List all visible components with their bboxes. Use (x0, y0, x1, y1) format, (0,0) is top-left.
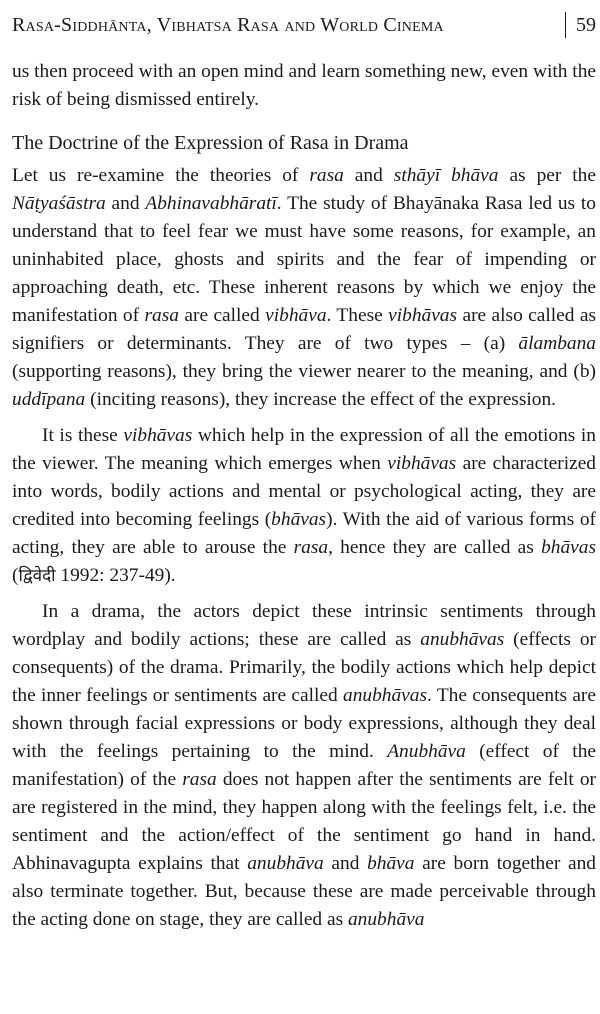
running-header (12, 8, 596, 42)
paragraph-1 (12, 162, 596, 414)
term-anubhavas: anubhāvas (420, 629, 505, 650)
p2-text: which help in the expression of all the emotions in the viewer. The meaning which emerges when (12, 425, 596, 474)
p1-text: Let us re-examine the theories of (12, 165, 310, 186)
citation-author-devanagari: द्विवेदी (18, 566, 56, 586)
p1-text: and (105, 193, 146, 214)
p2-text: , hence they are called as (328, 537, 542, 558)
term-rasa: rasa (309, 165, 344, 186)
continuation-paragraph: us then proceed with an open mind and learn something new, even with the risk of being dismissed entirely. (12, 61, 596, 110)
term-rasa: rasa (182, 769, 217, 790)
term-natyasastra: Nāṭyaśāstra (12, 193, 106, 214)
header-right (565, 12, 597, 38)
p1-text: . These (326, 305, 389, 326)
p1-text: (inciting reasons), they increase the effect of the expression. (85, 389, 557, 410)
term-rasa: rasa (293, 537, 329, 558)
p2-text: 1992: 237-49). (55, 565, 176, 586)
p3-text: (effect of the manifestation) of the (12, 741, 596, 790)
term-vibhavas: vibhāvas (123, 425, 193, 446)
book-page (12, 0, 596, 1014)
term-vibhava: vibhāva (265, 305, 327, 326)
p1-text: as per the (498, 165, 596, 186)
term-anubhava: anubhāva (347, 909, 425, 930)
p2-text: It is these (42, 425, 124, 446)
p3-text: are born together and also terminate together. But, because these are made perceivable through the acting done on stage, they are called as (12, 853, 596, 930)
p2-text: are characterized into words, bodily actions and mental or psychological acting, they are credited into becoming feelings ( (12, 453, 596, 530)
term-vibhavas: vibhāvas (388, 305, 458, 326)
term-anubhava: anubhāva (247, 853, 324, 874)
p3-text: . The consequents are shown through facial expressions or body expressions, although they deal with the feelings pertaining to the mind. (12, 685, 596, 762)
page-number: 59 (576, 13, 596, 36)
p2-text: ). With the aid of various forms of acting, they are able to arouse the (12, 509, 596, 558)
p3-text: In a drama, the actors depict these intrinsic sentiments through wordplay and bodily actions; these are called as (12, 601, 596, 650)
term-vibhavas: vibhāvas (387, 453, 457, 474)
term-alambana: ālambana (518, 333, 596, 354)
p2-text: ( (12, 565, 19, 586)
paragraph-2 (12, 422, 596, 590)
p3-text: (effects or consequents) of the drama. Primarily, the bodily actions which help depict the inner feelings or sentiments are called (12, 629, 597, 706)
term-uddipana: uddīpana (12, 389, 86, 410)
p1-text: and (343, 165, 394, 186)
term-bhava: bhāva (367, 853, 415, 874)
p3-text: does not happen after the sentiments are felt or are registered in the mind, they happen along with the feelings felt, i.e. the sentiment and the action/effect of the sentiment go hand in hand. Abhinavagupta explains that (12, 769, 596, 874)
p1-text: are called (178, 305, 266, 326)
page-body (12, 58, 596, 942)
paragraph-3 (12, 598, 596, 934)
running-header-title: Rasa-Siddhānta, Vibhatsa Rasa and World Cinema (12, 13, 444, 36)
p1-text: (supporting reasons), they bring the viewer nearer to the meaning, and (b) (12, 361, 596, 382)
section-heading: The Doctrine of the Expression of Rasa in Drama (12, 132, 409, 154)
p3-text: and (323, 853, 368, 874)
term-abhinavabharati: Abhinavabhāratī (145, 193, 277, 214)
term-anubhavas: anubhāvas (343, 685, 428, 706)
term-rasa: rasa (144, 305, 179, 326)
term-bhavas: bhāvas (541, 537, 597, 558)
p1-text: are also called as signifiers or determinants. They are of two types – (a) (12, 305, 596, 354)
p1-text: . The study of Bhayānaka Rasa led us to understand that to feel fear we must have some reasons, for example, an uninhabited place, ghosts and spirits and the fear of impending or approaching death, etc. These inherent reasons by which we enjoy the manifestation of (12, 193, 596, 326)
term-bhavas: bhāvas (271, 509, 327, 530)
term-sthayi-bhava: sthāyī bhāva (393, 165, 499, 186)
term-anubhava: Anubhāva (387, 741, 466, 762)
header-divider (565, 12, 567, 38)
